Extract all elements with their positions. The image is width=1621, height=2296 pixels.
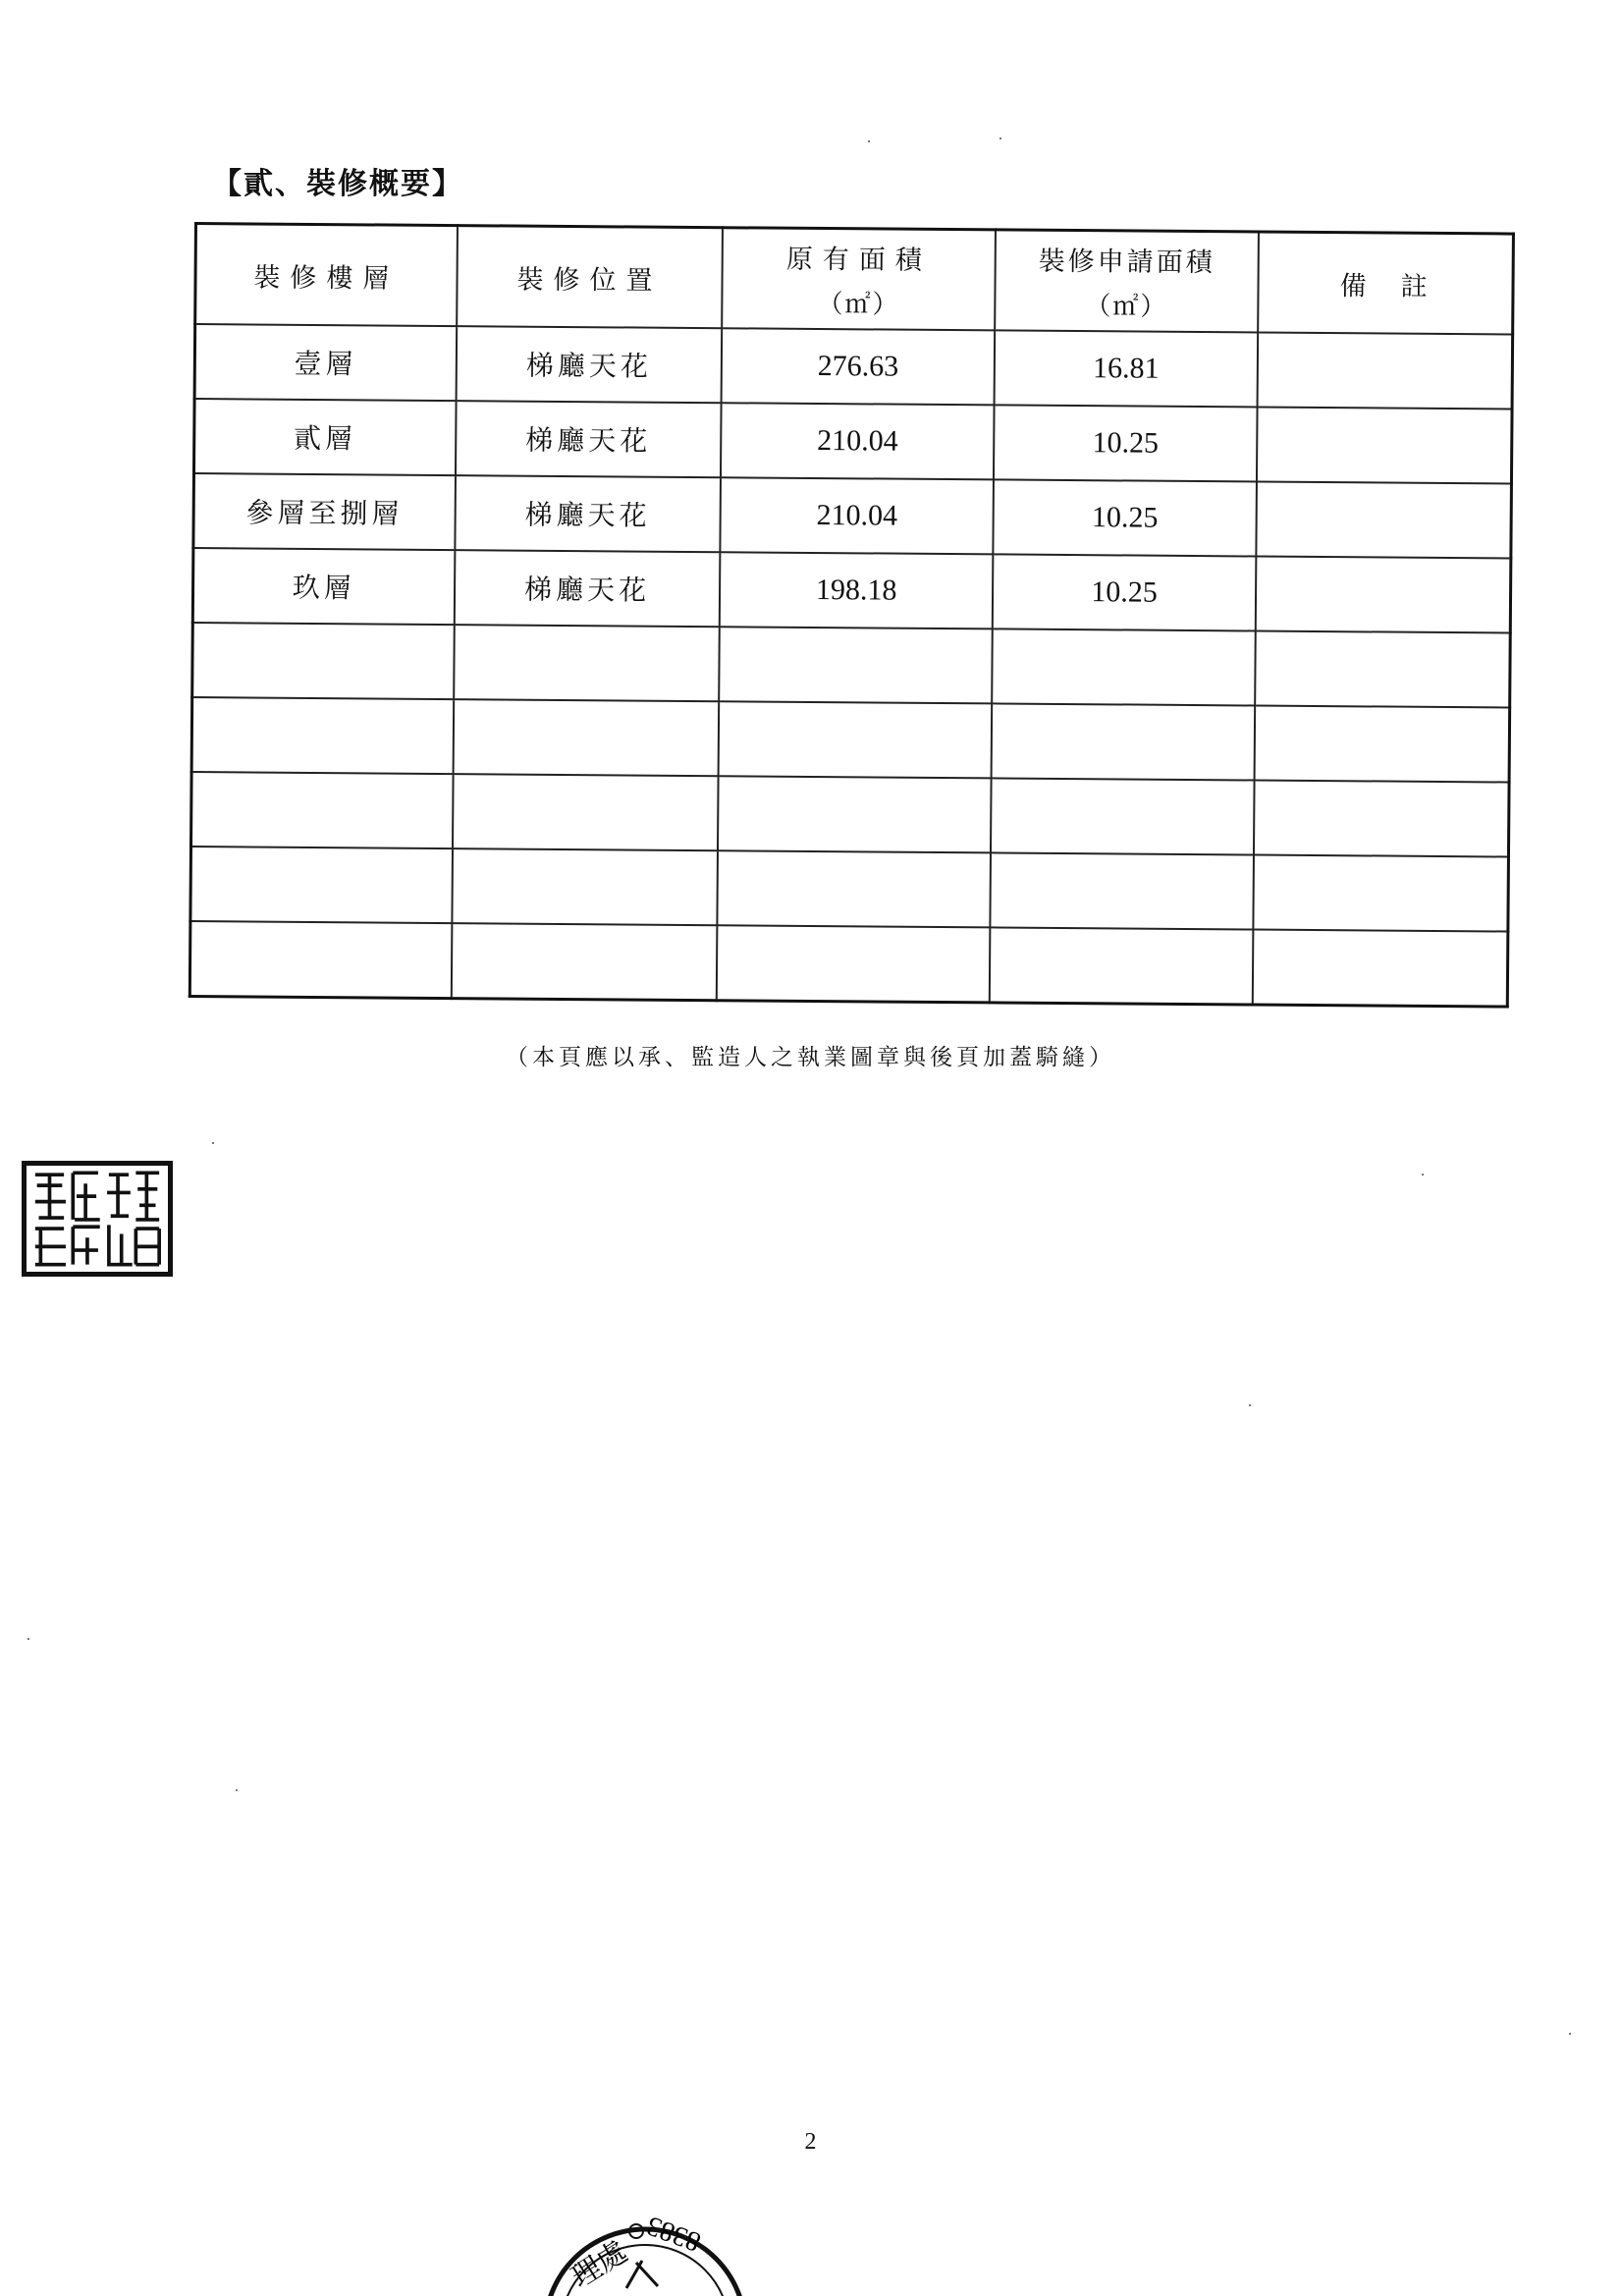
cell-remarks	[1257, 408, 1512, 484]
cell-original-area: 276.63	[722, 328, 995, 405]
scan-speck	[1569, 2033, 1571, 2035]
scan-speck	[1422, 1174, 1424, 1175]
cell-floor	[189, 921, 452, 999]
renovation-summary-table	[189, 222, 1515, 1009]
cell-requested-area	[991, 778, 1255, 854]
cell-remarks	[1255, 631, 1510, 708]
cell-location	[453, 699, 719, 776]
cell-location: 梯廳天花	[455, 475, 721, 552]
scan-speck	[1000, 137, 1001, 139]
architect-seal-stamp	[22, 1161, 173, 1277]
table-row	[191, 772, 1510, 857]
header-floor: 裝修樓層	[195, 224, 458, 327]
table-row	[193, 399, 1512, 484]
seal-instruction-note: （本頁應以承、監造人之執業圖章與後頁加蓋騎縫）	[506, 1045, 1115, 1070]
cell-original-area	[718, 850, 991, 927]
seal-graphic	[27, 1166, 168, 1272]
cell-original-area	[717, 925, 990, 1003]
table-header-row	[195, 224, 1514, 335]
bottom-round-stamp	[542, 2192, 748, 2296]
cell-requested-area	[990, 852, 1254, 929]
table-row	[194, 324, 1513, 410]
table-row	[192, 548, 1511, 633]
cell-location: 梯廳天花	[454, 550, 720, 627]
unit-label: （㎡）	[817, 289, 900, 320]
stamp-text-right: 8383	[642, 2210, 705, 2258]
table-row	[191, 697, 1510, 783]
table-body	[189, 324, 1512, 1007]
section-title: 【貳、裝修概要】	[212, 167, 463, 201]
unit-label: （㎡）	[1085, 292, 1168, 322]
header-remarks: 備 註	[1258, 232, 1513, 335]
scan-speck	[1249, 1404, 1251, 1406]
cell-requested-area	[992, 629, 1256, 705]
header-location: 裝修位置	[457, 226, 724, 329]
table-row	[192, 623, 1511, 708]
renovation-summary-table-wrapper	[189, 222, 1515, 1018]
scan-speck	[236, 1789, 238, 1791]
cell-remarks	[1256, 557, 1511, 633]
cell-floor: 壹層	[194, 324, 457, 401]
cell-original-area	[720, 627, 993, 703]
header-requested-area: 裝修申請面積 （㎡）	[995, 230, 1259, 333]
cell-location	[452, 848, 718, 925]
cell-floor: 貳層	[193, 399, 456, 475]
cell-remarks	[1254, 780, 1509, 856]
table-row	[193, 473, 1512, 559]
cell-floor: 玖層	[192, 548, 455, 625]
cell-requested-area	[991, 703, 1255, 780]
cell-remarks	[1256, 482, 1511, 559]
cell-remarks	[1258, 333, 1513, 410]
scan-speck	[27, 1638, 29, 1640]
cell-requested-area: 10.25	[993, 554, 1257, 630]
cell-floor: 參層至捌層	[193, 473, 456, 550]
table-row	[190, 847, 1509, 932]
cell-remarks	[1255, 705, 1510, 782]
scan-speck	[868, 140, 870, 142]
cell-original-area: 210.04	[721, 403, 994, 479]
header-original-area: 原有面積 （㎡）	[723, 228, 996, 331]
stamp-text-left: 理處	[565, 2234, 634, 2296]
cell-original-area: 198.18	[720, 552, 993, 629]
cell-location	[451, 923, 717, 1001]
cell-remarks	[1253, 854, 1508, 931]
cell-location: 梯廳天花	[456, 326, 722, 403]
page-number: 2	[804, 2129, 817, 2155]
cell-location	[453, 774, 719, 850]
cell-requested-area: 10.25	[993, 479, 1257, 556]
cell-remarks	[1253, 929, 1508, 1007]
round-stamp-graphic	[542, 2192, 748, 2296]
scan-speck	[212, 1142, 214, 1144]
cell-original-area: 210.04	[721, 477, 994, 554]
cell-location	[454, 625, 720, 701]
cell-requested-area: 10.25	[994, 405, 1258, 481]
cell-original-area	[719, 701, 992, 778]
cell-original-area	[718, 776, 991, 852]
cell-floor	[192, 623, 455, 699]
cell-floor	[190, 847, 453, 923]
cell-floor	[191, 772, 454, 848]
cell-requested-area: 16.81	[994, 330, 1258, 407]
table-row	[189, 921, 1508, 1007]
cell-requested-area	[990, 927, 1254, 1005]
cell-floor	[191, 697, 454, 774]
cell-location: 梯廳天花	[456, 401, 722, 477]
